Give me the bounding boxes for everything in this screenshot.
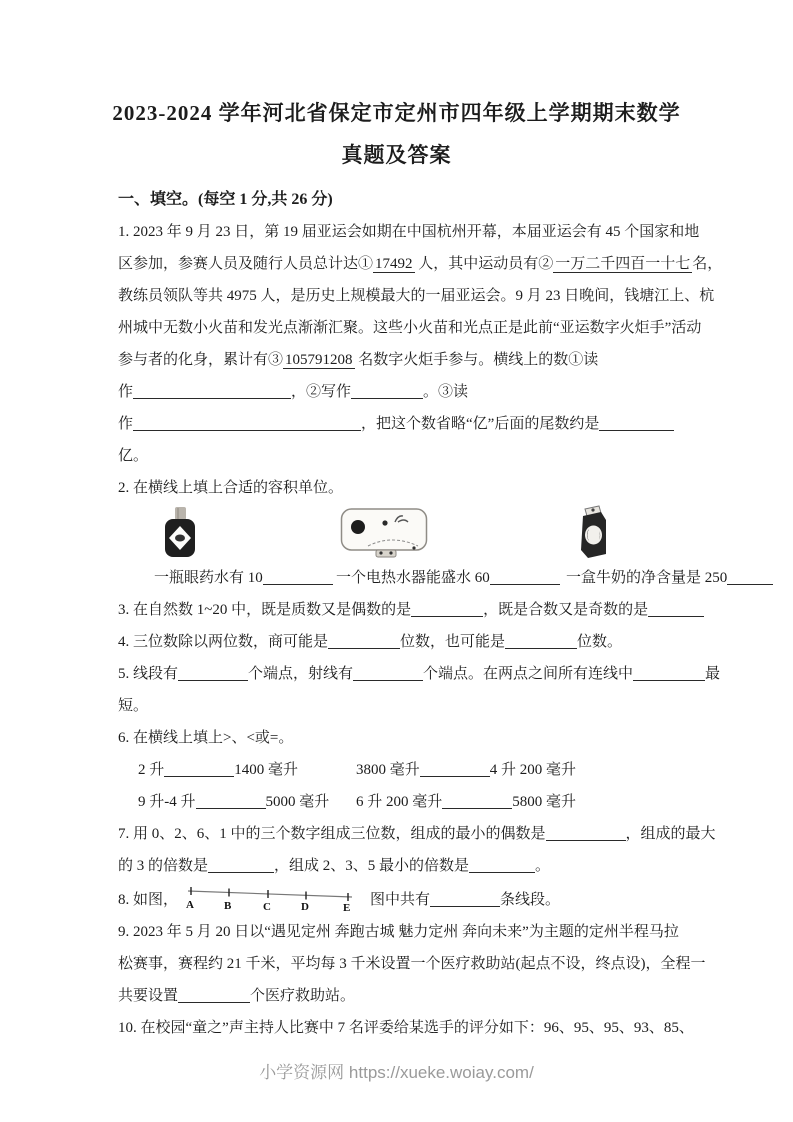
q1-line-7 — [118, 408, 683, 440]
blank-line — [490, 569, 560, 585]
q9-line-2 — [118, 948, 706, 980]
blank-line — [133, 383, 291, 399]
text-segment: 位数，也可能是 — [400, 634, 506, 650]
q2-caption-1 — [154, 562, 333, 594]
blank-line — [263, 569, 333, 585]
site-name: 小学资源网 — [259, 1063, 345, 1082]
blank-line — [411, 601, 483, 617]
text-segment: 6 升 200 毫升 — [356, 794, 443, 810]
text-segment: 10. 在校园“童之”声主持人比赛中 7 名评委给某选手的评分如下：96、95、95、93、85、 — [118, 1020, 694, 1036]
text-segment: 4 升 200 毫升 — [489, 762, 577, 778]
text-segment: ，组成 2、3、5 最小的倍数是 — [274, 858, 470, 874]
q9-line-1 — [118, 916, 683, 948]
q6-compare-1 — [138, 754, 356, 786]
site-url: https://xueke.woiay.com/ — [348, 1063, 534, 1082]
text-segment: 个端点，射线有 — [248, 666, 354, 682]
q6-row-2 — [118, 786, 683, 818]
blank-line — [351, 383, 423, 399]
blank-line — [353, 665, 423, 681]
text-segment: 作 — [118, 416, 134, 432]
text-segment: 2. 在横线上填上合适的容积单位。 — [118, 480, 344, 496]
q8-line — [118, 882, 683, 916]
point-label: C — [263, 901, 271, 912]
q6-heading — [118, 722, 683, 754]
blank-line — [328, 633, 400, 649]
text-segment: 个端点。在两点之间所有连线中 — [423, 666, 634, 682]
blank-line — [599, 415, 674, 431]
text-segment: 9. 2023 年 5 月 20 日以“遇见定州 奔跑古城 魅力定州 奔向未来”为主题的定州半程马拉 — [118, 924, 679, 940]
segment-diagram — [182, 882, 360, 912]
q2-captions-row — [118, 562, 728, 594]
page-title-line2: 真题及答案 — [341, 143, 452, 167]
q4-line — [118, 626, 683, 658]
point-label: B — [224, 900, 232, 912]
q1-line-2 — [118, 248, 723, 280]
blank-line — [727, 569, 773, 585]
text-segment: 短。 — [118, 698, 149, 714]
text-segment: ，既是合数又是奇数的是 — [483, 602, 649, 618]
q2-caption-3 — [566, 562, 773, 594]
text-segment: 1. 2023 年 9 月 23 日，第 19 届亚运会如期在中国杭州开幕，本届亚运会有 45 个国家和地 — [118, 224, 700, 240]
text-segment: 教练员领队等共 4975 人，是历史上规模最大的一届亚运会。9 月 23 日晚间，钱塘江上、杭 — [118, 288, 715, 304]
q2-heading — [118, 472, 683, 504]
blank-line — [633, 665, 705, 681]
text-segment: 7. 用 0、2、6、1 中的三个数字组成三位数，组成的最小的偶数是 — [118, 826, 546, 842]
page-title — [0, 0, 793, 176]
text-segment: 作 — [118, 384, 134, 400]
q5-line-1 — [118, 658, 721, 690]
water-heater-image — [340, 506, 430, 560]
q1-line-1 — [118, 216, 700, 248]
blank-line — [442, 793, 512, 809]
q7-line-1 — [118, 818, 716, 850]
footer — [0, 1058, 793, 1083]
milk-carton-image — [575, 504, 611, 560]
text-segment: 。③读 — [423, 384, 469, 400]
text-segment: 2 升 — [138, 762, 165, 778]
blank-line — [178, 665, 248, 681]
underlined-value: 一万二千四百一十七 — [555, 256, 691, 272]
text-segment: ，②写作 — [291, 384, 352, 400]
blank-line — [420, 761, 490, 777]
text-segment: 州城中无数小火苗和发光点渐渐汇聚。这些小火苗和光点正是此前“亚运数字火炬手”活动 — [118, 320, 702, 336]
text-segment: 区参加，参赛人员及随行人员总计达① — [118, 256, 374, 272]
q1-line-6 — [118, 376, 683, 408]
underlined-value: 17492 — [375, 256, 413, 272]
q1-line-3 — [118, 280, 715, 312]
q7-line-2 — [118, 850, 683, 882]
text-segment: ，组成的最大 — [625, 826, 716, 842]
q1-line-5 — [118, 344, 683, 376]
text-segment: 一瓶眼药水有 10 — [154, 570, 263, 586]
q9-line-3 — [118, 980, 683, 1012]
blank-line — [546, 825, 626, 841]
q6-compare-2 — [356, 762, 576, 778]
text-segment: 松赛事，赛程约 21 千米，平均每 3 千米设置一个医疗救助站(起点不设，终点设)，全程一 — [118, 956, 706, 972]
q1-line-8 — [118, 440, 683, 472]
text-segment: 3800 毫升 — [356, 762, 420, 778]
blank-line — [164, 761, 234, 777]
blank-line — [469, 857, 535, 873]
text-segment: ，把这个数省略“亿”后面的尾数约是 — [361, 416, 600, 432]
text-segment: 一盒牛奶的净含量是 250 — [566, 570, 728, 586]
blank-line — [505, 633, 577, 649]
q5-line-2 — [118, 690, 683, 722]
text-segment: 9 升-4 升 — [138, 794, 196, 810]
text-segment: 。 — [535, 858, 551, 874]
text-segment: 条线段。 — [500, 892, 561, 908]
text-segment: 6. 在横线上填上>、<或=。 — [118, 730, 294, 746]
blank-line — [648, 601, 704, 617]
text-segment: 参与者的化身，累计有③ — [118, 352, 284, 368]
text-segment: 亿。 — [118, 448, 149, 464]
underlined-value: 105791208 — [285, 352, 353, 368]
q6-compare-4 — [356, 794, 576, 810]
blank-line — [430, 891, 500, 907]
point-label: A — [186, 899, 194, 911]
text-segment: 位数。 — [577, 634, 623, 650]
q6-row-1 — [118, 754, 683, 786]
text-segment: 个医疗救助站。 — [250, 988, 356, 1004]
text-segment: 最 — [705, 666, 721, 682]
text-segment: 5800 毫升 — [512, 794, 577, 810]
blank-line — [208, 857, 274, 873]
q6-compare-3 — [138, 786, 356, 818]
point-label: E — [343, 902, 351, 912]
text-segment: 5. 线段有 — [118, 666, 179, 682]
text-segment: 4. 三位数除以两位数，商可能是 — [118, 634, 329, 650]
text-segment: 名， — [692, 256, 723, 272]
q2-caption-2 — [336, 562, 560, 594]
text-segment: 3. 在自然数 1~20 中，既是质数又是偶数的是 — [118, 602, 412, 618]
text-segment: 5000 毫升 — [265, 794, 330, 810]
blank-line — [196, 793, 266, 809]
text-segment: 1400 毫升 — [234, 762, 299, 778]
text-segment: 的 3 的倍数是 — [118, 858, 209, 874]
page-title-line1: 2023-2024 学年河北省保定市定州市四年级上学期期末数学 — [112, 101, 681, 125]
q10-line-1 — [118, 1012, 694, 1044]
text-segment: 名数字火炬手参与。横线上的数①读 — [354, 352, 599, 368]
text-segment: 人，其中运动员有② — [414, 256, 554, 272]
text-segment: 共要设置 — [118, 988, 179, 1004]
section-heading: 一、填空。(每空 1 分,共 26 分) — [118, 191, 333, 208]
q2-images-row — [118, 504, 683, 562]
text-segment: 8. 如图， — [118, 892, 179, 908]
q1-line-4 — [118, 312, 702, 344]
blank-line — [178, 987, 250, 1003]
point-label: D — [301, 901, 309, 912]
q3-line — [118, 594, 683, 626]
eyedrops-bottle-image — [160, 506, 200, 560]
text-segment: 图中共有 — [370, 892, 431, 908]
blank-line — [133, 415, 361, 431]
text-segment: 一个电热水器能盛水 60 — [336, 570, 490, 586]
exam-body — [118, 184, 728, 1044]
